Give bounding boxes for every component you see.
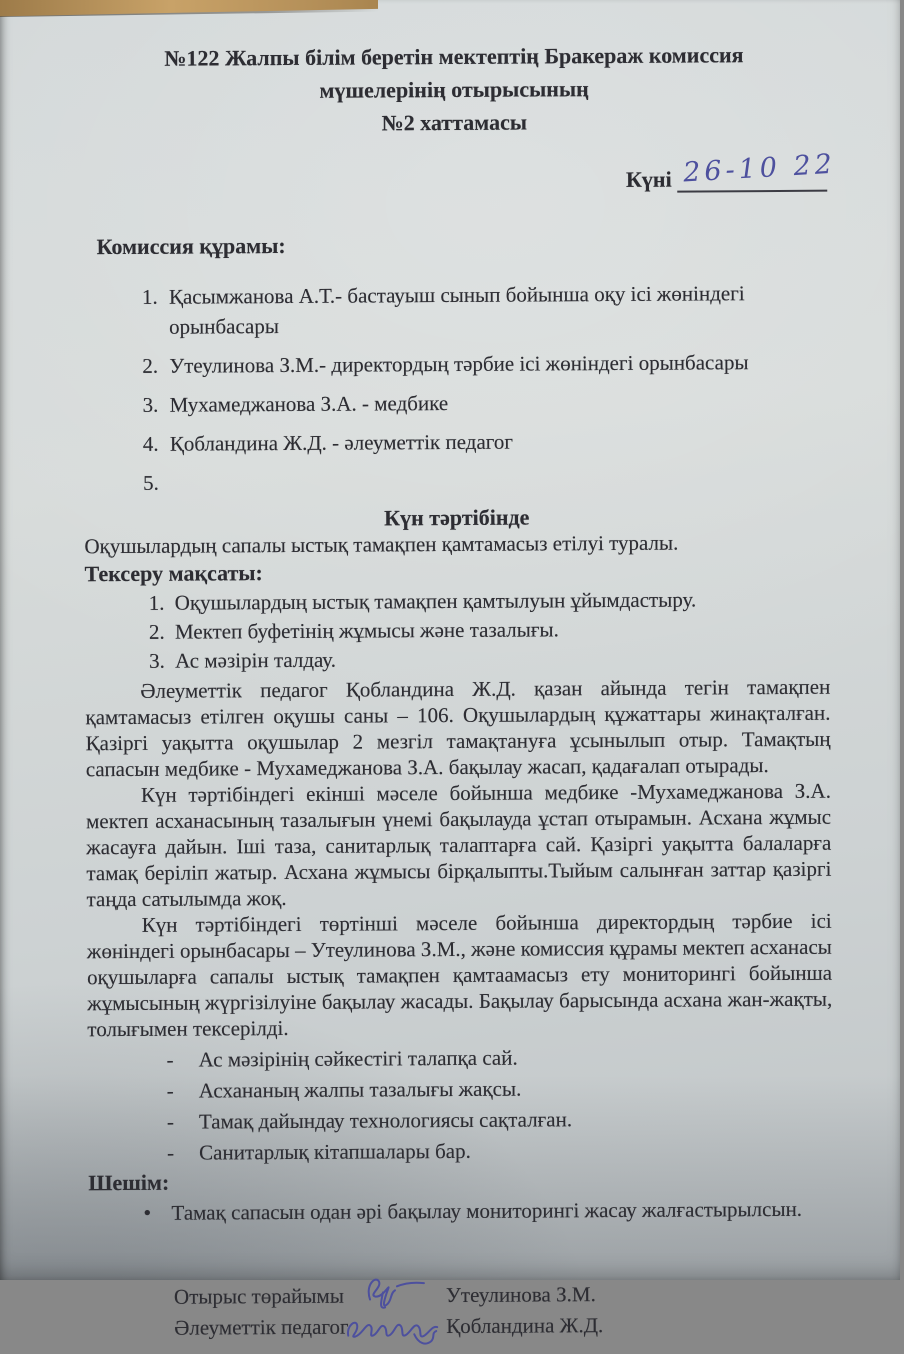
agenda-intro: Оқушылардың сапалы ыстық тамақпен қамтамасыз етілуі туралы. bbox=[84, 530, 679, 559]
purpose-item: 3. Ас мәзірін талдау. bbox=[170, 645, 830, 674]
date-underline bbox=[677, 148, 837, 193]
purpose-list bbox=[85, 587, 830, 675]
purpose-heading: Тексеру мақсаты: bbox=[84, 560, 263, 587]
signature-role: Әлеуметтік педагог bbox=[174, 1314, 349, 1340]
decision-list bbox=[88, 1196, 833, 1227]
commission-heading: Комиссия құрамы: bbox=[96, 232, 286, 260]
date-label: Күні bbox=[625, 166, 672, 192]
date-row bbox=[82, 148, 837, 209]
signatures-block bbox=[174, 1278, 834, 1344]
agenda-heading: Күн тәртібінде bbox=[384, 504, 530, 531]
body-paragraph: Күн тәртібіндегі төртінші мәселе бойынша директордың тәрбие ісі жөніндегі орынбасары – Утеулинова З.М., және комиссия құрамы мектеп асханасы оқушыларға сапалы ыстық тамақпен қамтаамасыз ету мониторингі бойынша жұмысының жүргізілуіне бақылау жасады. Бақылау барысында асхана жан-жақты, толығымен тексерілді. bbox=[86, 908, 833, 1042]
finding-item: - Санитарлық кітапшалары бар. bbox=[199, 1134, 833, 1168]
commission-member: 3. Мухамеджанова З.А. - медбике bbox=[163, 386, 828, 420]
commission-member: 1. Қасымжанова А.Т.- бастауыш сынып бойынша оқу ісі жөніндегі орынбасары bbox=[163, 278, 828, 342]
purpose-item: 1. Оқушылардың ыстық тамақпен қамтылуын ұйымдастыру. bbox=[170, 587, 830, 616]
finding-item: - Асхананың жалпы тазалығы жақсы. bbox=[199, 1072, 833, 1106]
finding-item: - Тамақ дайындау технологиясы сақталған. bbox=[199, 1103, 833, 1137]
handwritten-date: 26-10 22 bbox=[682, 148, 837, 189]
decision-heading: Шешім: bbox=[88, 1169, 170, 1196]
findings-list bbox=[87, 1041, 833, 1169]
signature-row-chair bbox=[174, 1278, 834, 1313]
title-line-1: №122 Жалпы білім беретін мектептің Бракераж комиссия bbox=[164, 42, 744, 71]
commission-members-list bbox=[83, 278, 829, 499]
decision-item: • Тамақ сапасын одан әрі бақылау мониторингі жасау жалғастырылсын. bbox=[171, 1196, 833, 1226]
title-line-3: №2 хаттамасы bbox=[381, 109, 528, 136]
commission-member: 2. Утеулинова З.М.- директордың тәрбие ісі жөніндегі орынбасары bbox=[163, 347, 828, 381]
signature-row-pedagog bbox=[174, 1309, 834, 1344]
purpose-item: 2. Мектеп буфетінің жұмысы және тазалығы. bbox=[170, 616, 830, 645]
commission-member-empty bbox=[164, 464, 829, 498]
document-title bbox=[81, 38, 827, 142]
body-paragraph: Күн тәртібіндегі екінші мәселе бойынша медбике -Мухамеджанова З.А. мектеп асханасының тазалығын үнемі бақылауда ұстап отырамын. Асхана жұмыс жасауға дайын. Іші таза, санитарлық талаптарға сай. Қазіргі уақытта балаларға тамақ беріліп жатыр. Асхана жұмысы бірқалыпты.Тыйым салынған заттар қазіргі таңда сатылымда жоқ. bbox=[86, 778, 832, 912]
commission-member: 4. Қобландина Ж.Д. - әлеуметтік педагог bbox=[164, 425, 829, 459]
title-line-2: мүшелерінің отырысының bbox=[319, 76, 589, 103]
signature-role: Отырыс төрайымы bbox=[173, 1283, 344, 1309]
signature-name: Утеулинова З.М. bbox=[445, 1282, 596, 1308]
body-paragraph: Әлеуметтік педагог Қобландина Ж.Д. қазан айында тегін тамақпен қамтамасыз етілген оқушы саны – 106. Оқушылардың құжаттары жинақталған. Қазіргі уақытта оқушылар 2 мезгіл тамақтануға ұсынылып отыр. Тамақтың сапасын медбике - Мухамеджанова З.А. бақылау жасап, қадағалап отырады. bbox=[85, 674, 831, 782]
signature-name: Қобландина Ж.Д. bbox=[446, 1313, 604, 1339]
pedagog-signature-icon bbox=[342, 1307, 462, 1352]
finding-item: - Ас мәзірінің сәйкестігі талапқа сай. bbox=[198, 1041, 832, 1075]
